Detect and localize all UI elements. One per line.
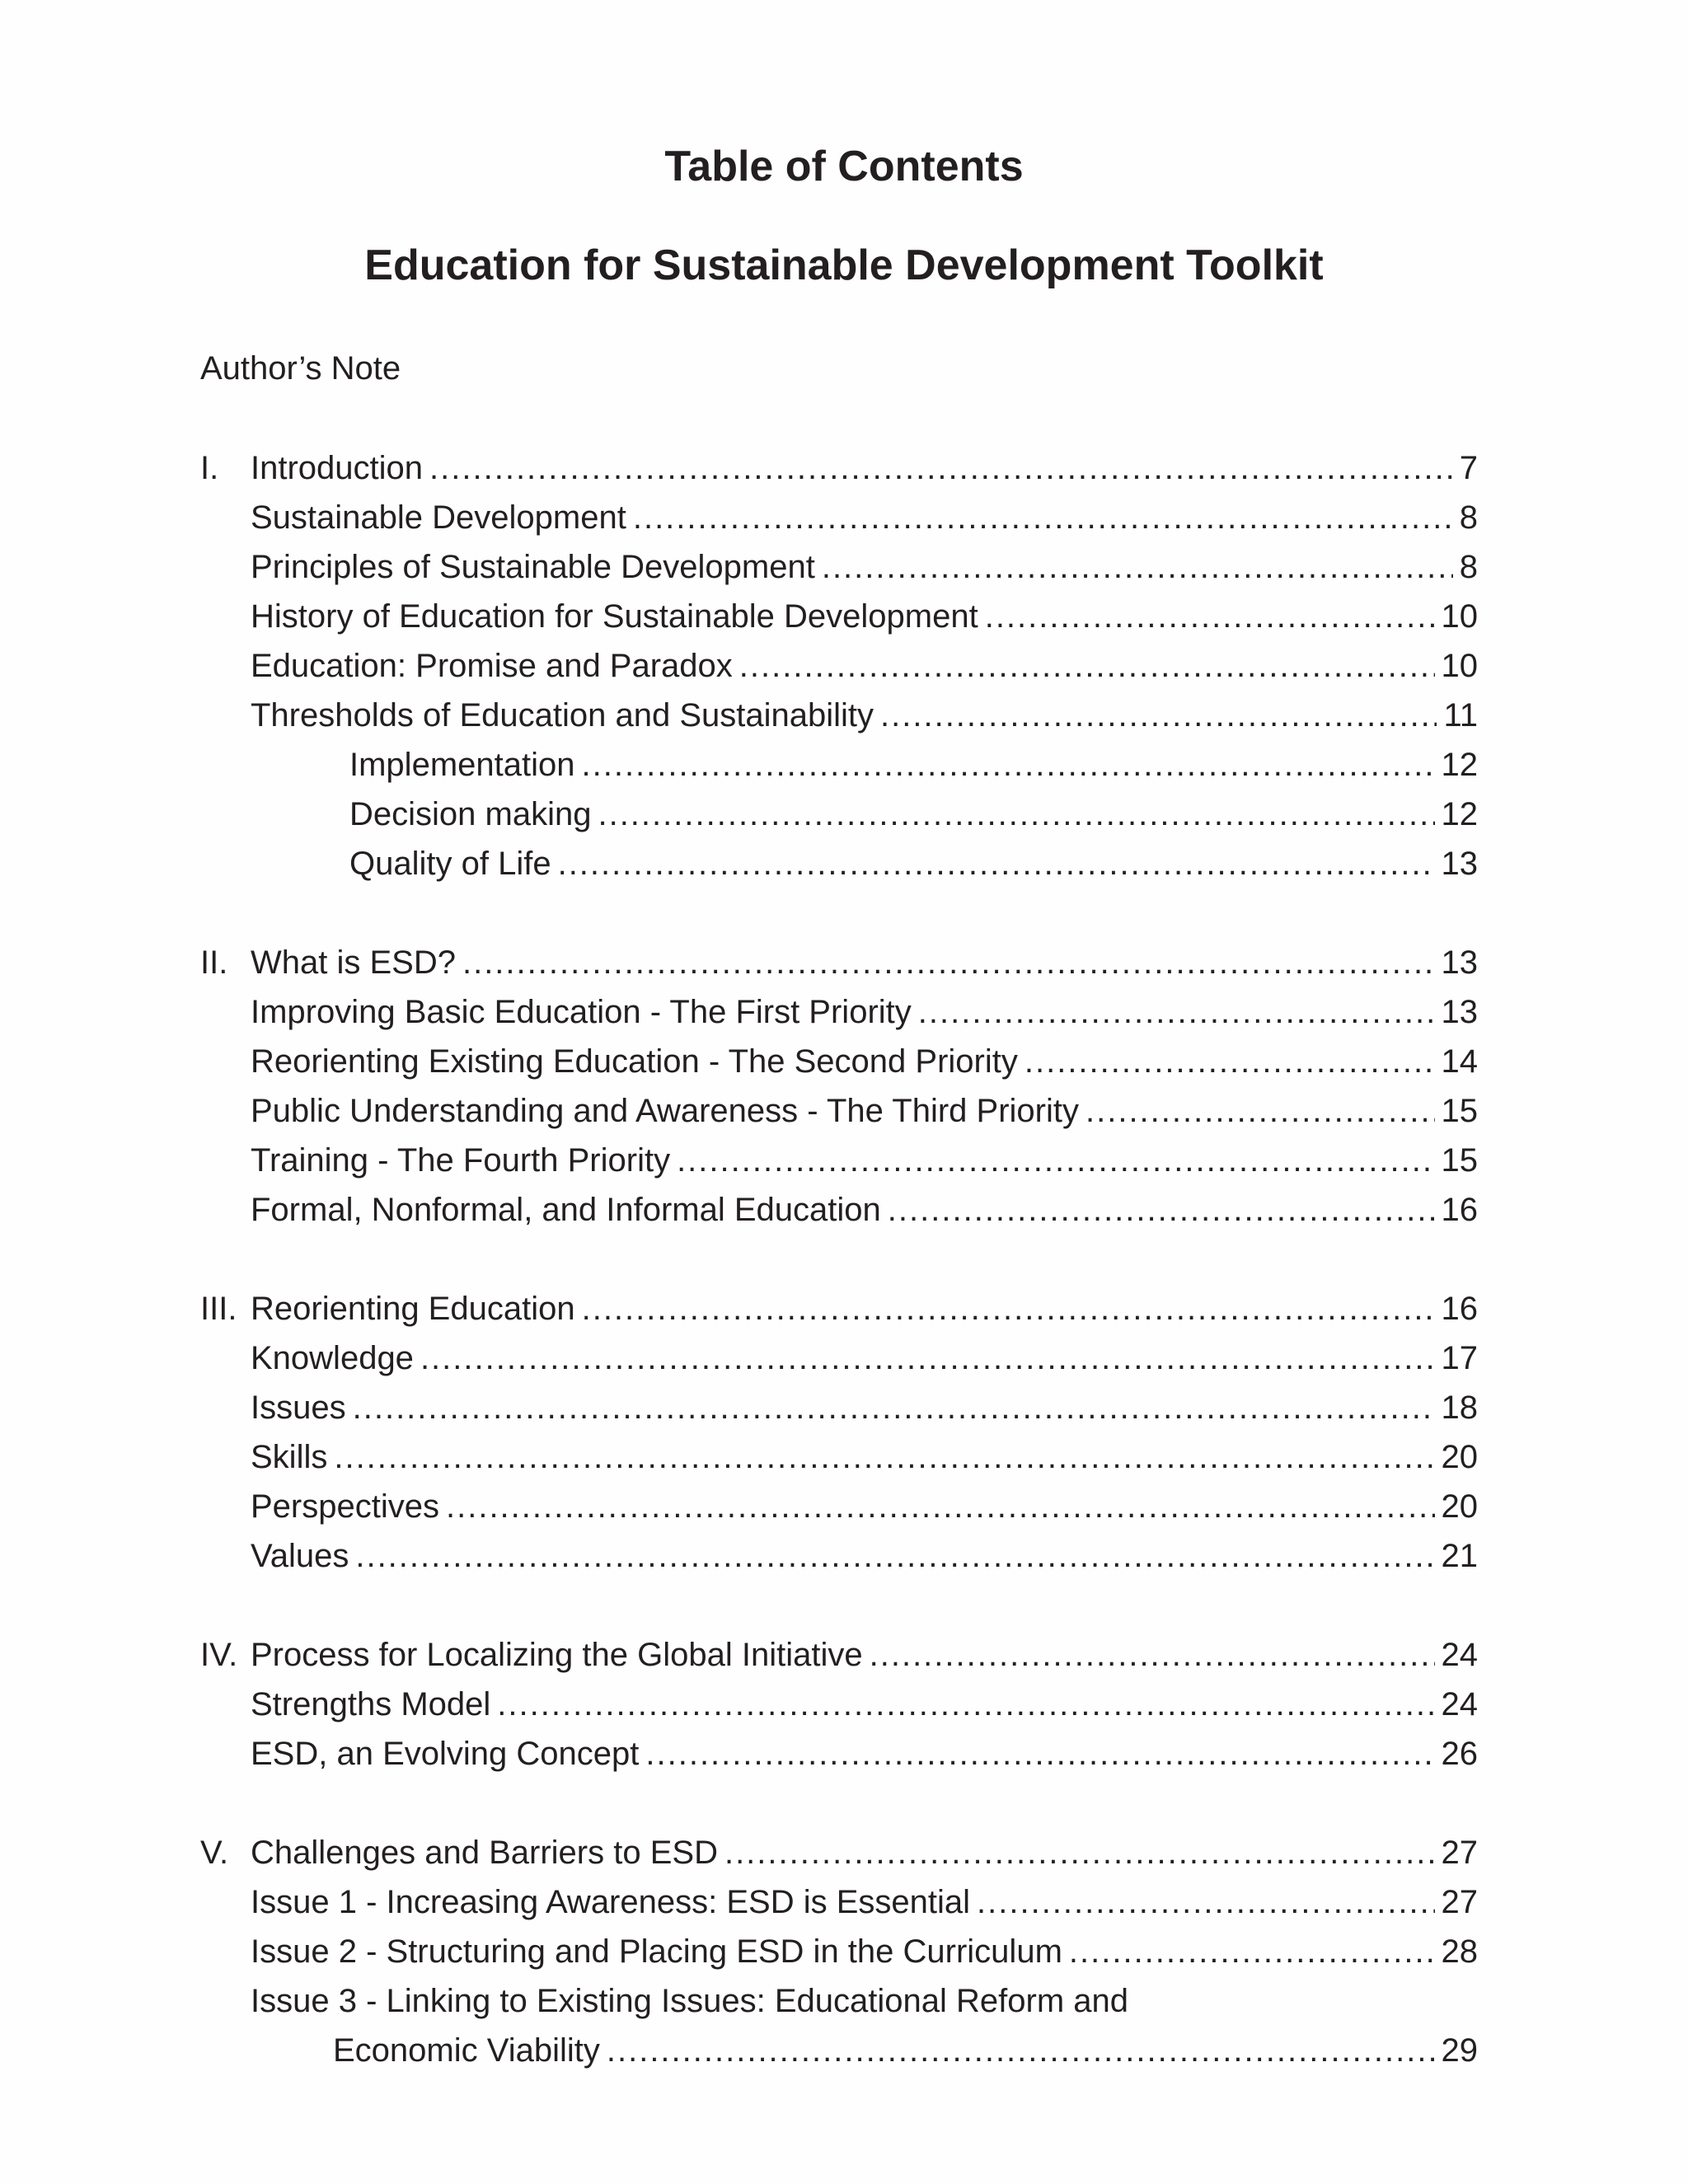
toc-entry-row bbox=[0, 1882, 1688, 1922]
toc-entry bbox=[333, 2031, 1478, 2070]
page-title: Table of Contents bbox=[664, 143, 1024, 190]
toc-entry bbox=[251, 1734, 1478, 1774]
toc-page-number: 18 bbox=[1441, 1390, 1478, 1426]
toc-entry bbox=[251, 547, 1478, 587]
toc-entry-row bbox=[0, 1932, 1688, 1971]
toc-entry bbox=[251, 1685, 1478, 1724]
toc-entry bbox=[251, 1190, 1478, 1230]
toc-entry-label: History of Education for Sustainable Development bbox=[251, 598, 978, 635]
toc-page-number: 29 bbox=[1441, 2032, 1478, 2069]
section-number: II. bbox=[200, 944, 228, 981]
toc-page-number: 16 bbox=[1441, 1291, 1478, 1327]
dot-leader bbox=[1069, 1932, 1435, 1971]
toc-entry-label: Formal, Nonformal, and Informal Education bbox=[251, 1192, 881, 1228]
toc-entry-label: Sustainable Development bbox=[251, 499, 626, 536]
dot-leader bbox=[677, 1141, 1434, 1180]
toc-entry-row-continued bbox=[0, 2031, 1688, 2070]
toc-entry-label: Issue 1 - Increasing Awareness: ESD is Essential bbox=[251, 1884, 971, 1920]
toc-entry bbox=[251, 1882, 1478, 1922]
dot-leader bbox=[870, 1635, 1435, 1675]
toc-entry bbox=[251, 1289, 1478, 1329]
toc-page-number: 27 bbox=[1441, 1884, 1478, 1920]
toc-entry-row bbox=[0, 1338, 1688, 1378]
toc-entry-label: Decision making bbox=[349, 796, 592, 832]
dot-leader bbox=[582, 1289, 1435, 1329]
toc-entry-row bbox=[0, 1141, 1688, 1180]
toc-entry bbox=[251, 943, 1478, 982]
toc-page-number: 8 bbox=[1459, 549, 1478, 585]
toc-entry-label: Education: Promise and Paradox bbox=[251, 648, 733, 684]
toc-section-i bbox=[0, 448, 1688, 488]
toc-entry bbox=[349, 794, 1478, 834]
toc-entry bbox=[251, 1833, 1478, 1872]
dot-leader bbox=[446, 1487, 1435, 1526]
dot-leader bbox=[977, 1882, 1434, 1922]
toc-entry-row bbox=[0, 646, 1688, 686]
toc-entry bbox=[251, 1437, 1478, 1477]
toc-page-number: 13 bbox=[1441, 994, 1478, 1030]
toc-entry-row bbox=[0, 1388, 1688, 1427]
toc-entry-label: Quality of Life bbox=[349, 846, 551, 882]
toc-page-number: 15 bbox=[1441, 1093, 1478, 1129]
toc-entry-label: Reorienting Existing Education - The Second Priority bbox=[251, 1043, 1018, 1080]
dot-leader bbox=[739, 646, 1435, 686]
toc-entry-label: Values bbox=[251, 1538, 349, 1574]
toc-entry bbox=[349, 844, 1478, 883]
toc-entry-label: Issues bbox=[251, 1390, 346, 1426]
toc-page-number: 8 bbox=[1459, 499, 1478, 536]
toc-subentry-row bbox=[0, 745, 1688, 785]
toc-entry-label: Economic Viability bbox=[333, 2032, 600, 2069]
toc-entry-row bbox=[0, 1437, 1688, 1477]
toc-entry-row bbox=[0, 597, 1688, 636]
toc-entry-row bbox=[0, 498, 1688, 537]
toc-entry bbox=[251, 1141, 1478, 1180]
toc-entry-label: Knowledge bbox=[251, 1340, 414, 1376]
dot-leader bbox=[822, 547, 1453, 587]
dot-leader bbox=[429, 448, 1453, 488]
dot-leader bbox=[598, 794, 1434, 834]
toc-entry-label: Principles of Sustainable Development bbox=[251, 549, 815, 585]
dot-leader bbox=[633, 498, 1453, 537]
dot-leader bbox=[334, 1437, 1434, 1477]
toc-entry-label: Training - The Fourth Priority bbox=[251, 1142, 671, 1179]
toc-entry-row bbox=[0, 1091, 1688, 1131]
toc-entry bbox=[251, 1338, 1478, 1378]
toc-page-number: 24 bbox=[1441, 1637, 1478, 1673]
toc-entry-row bbox=[0, 696, 1688, 735]
toc-entry bbox=[251, 1091, 1478, 1131]
toc-page-number: 26 bbox=[1441, 1736, 1478, 1772]
section-number: III. bbox=[200, 1291, 237, 1327]
toc-section-iv bbox=[0, 1635, 1688, 1675]
toc-page-number: 28 bbox=[1441, 1933, 1478, 1970]
toc-entry-row bbox=[0, 1487, 1688, 1526]
toc-entry-label: What is ESD? bbox=[251, 944, 456, 981]
toc-section-v bbox=[0, 1833, 1688, 1872]
dot-leader bbox=[462, 943, 1435, 982]
toc-page-number: 10 bbox=[1441, 598, 1478, 635]
toc-section-iii bbox=[0, 1289, 1688, 1329]
toc-page-number: 13 bbox=[1441, 846, 1478, 882]
toc-entry bbox=[251, 1536, 1478, 1576]
dot-leader bbox=[558, 844, 1435, 883]
toc-entry-label-wrapped: Issue 3 - Linking to Existing Issues: Educational Reform and bbox=[251, 1983, 1128, 2019]
dot-leader bbox=[880, 696, 1437, 735]
toc-entry bbox=[251, 696, 1478, 735]
dot-leader bbox=[607, 2031, 1435, 2070]
toc-entry bbox=[251, 646, 1478, 686]
dot-leader bbox=[1025, 1042, 1435, 1081]
section-number: IV. bbox=[200, 1637, 238, 1673]
toc-entry-label: Strengths Model bbox=[251, 1686, 491, 1722]
toc-entry bbox=[251, 1635, 1478, 1675]
toc-page-number: 21 bbox=[1441, 1538, 1478, 1574]
toc-entry bbox=[349, 745, 1478, 785]
toc-page-number: 15 bbox=[1441, 1142, 1478, 1179]
section-number: I. bbox=[200, 450, 219, 486]
toc-entry bbox=[251, 1932, 1478, 1971]
dot-leader bbox=[724, 1833, 1435, 1872]
dot-leader bbox=[353, 1388, 1435, 1427]
dot-leader bbox=[918, 992, 1435, 1032]
toc-page-number: 20 bbox=[1441, 1439, 1478, 1475]
toc-entry bbox=[251, 992, 1478, 1032]
toc-subentry-row bbox=[0, 844, 1688, 883]
section-number: V. bbox=[200, 1835, 229, 1871]
toc-entry-label: Challenges and Barriers to ESD bbox=[251, 1835, 718, 1871]
toc-entry-label: Reorienting Education bbox=[251, 1291, 575, 1327]
toc-entry-row bbox=[0, 1734, 1688, 1774]
toc-entry bbox=[251, 1388, 1478, 1427]
toc-section-ii bbox=[0, 943, 1688, 982]
toc-entry-label: Issue 2 - Structuring and Placing ESD in the Curriculum bbox=[251, 1933, 1062, 1970]
toc-entry-row bbox=[0, 547, 1688, 587]
toc-page-number: 7 bbox=[1459, 450, 1478, 486]
toc-page-number: 12 bbox=[1441, 747, 1478, 783]
toc-subentry-row bbox=[0, 794, 1688, 834]
toc-entry-label: Improving Basic Education - The First Priority bbox=[251, 994, 912, 1030]
dot-leader bbox=[420, 1338, 1435, 1378]
toc-page-number: 27 bbox=[1441, 1835, 1478, 1871]
toc-page-number: 13 bbox=[1441, 944, 1478, 981]
dot-leader bbox=[888, 1190, 1435, 1230]
toc-entry-label: Process for Localizing the Global Initiative bbox=[251, 1637, 863, 1673]
toc-entry-row bbox=[0, 1536, 1688, 1576]
toc-page-number: 16 bbox=[1441, 1192, 1478, 1228]
toc-entry-label: Thresholds of Education and Sustainability bbox=[251, 697, 874, 733]
toc-entry-row bbox=[0, 1190, 1688, 1230]
toc-entry-label: Introduction bbox=[251, 450, 424, 486]
toc-page-number: 14 bbox=[1441, 1043, 1478, 1080]
toc-page-number: 17 bbox=[1441, 1340, 1478, 1376]
toc-page-number: 10 bbox=[1441, 648, 1478, 684]
toc-authors-note: Author’s Note bbox=[200, 350, 401, 387]
toc-entry-row bbox=[0, 992, 1688, 1032]
toc-page-number: 12 bbox=[1441, 796, 1478, 832]
toc-entry bbox=[251, 448, 1478, 488]
dot-leader bbox=[581, 745, 1434, 785]
toc-entry-label: Skills bbox=[251, 1439, 328, 1475]
toc-page-number: 20 bbox=[1441, 1488, 1478, 1525]
document-subtitle: Education for Sustainable Development Toolkit bbox=[364, 241, 1324, 289]
toc-entry bbox=[251, 498, 1478, 537]
toc-entry bbox=[251, 1042, 1478, 1081]
toc-entry-label: Perspectives bbox=[251, 1488, 439, 1525]
toc-entry-row bbox=[0, 1042, 1688, 1081]
toc-entry-row bbox=[0, 1685, 1688, 1724]
toc-entry-label: Implementation bbox=[349, 747, 575, 783]
toc-entry-label: Public Understanding and Awareness - The Third Priority bbox=[251, 1093, 1079, 1129]
dot-leader bbox=[497, 1685, 1434, 1724]
toc-entry bbox=[251, 1487, 1478, 1526]
toc-entry-label: ESD, an Evolving Concept bbox=[251, 1736, 640, 1772]
dot-leader bbox=[645, 1734, 1434, 1774]
toc-page-number: 24 bbox=[1441, 1686, 1478, 1722]
dot-leader bbox=[355, 1536, 1434, 1576]
toc-entry bbox=[251, 597, 1478, 636]
dot-leader bbox=[1085, 1091, 1435, 1131]
toc-page-number: 11 bbox=[1443, 697, 1478, 733]
dot-leader bbox=[985, 597, 1435, 636]
